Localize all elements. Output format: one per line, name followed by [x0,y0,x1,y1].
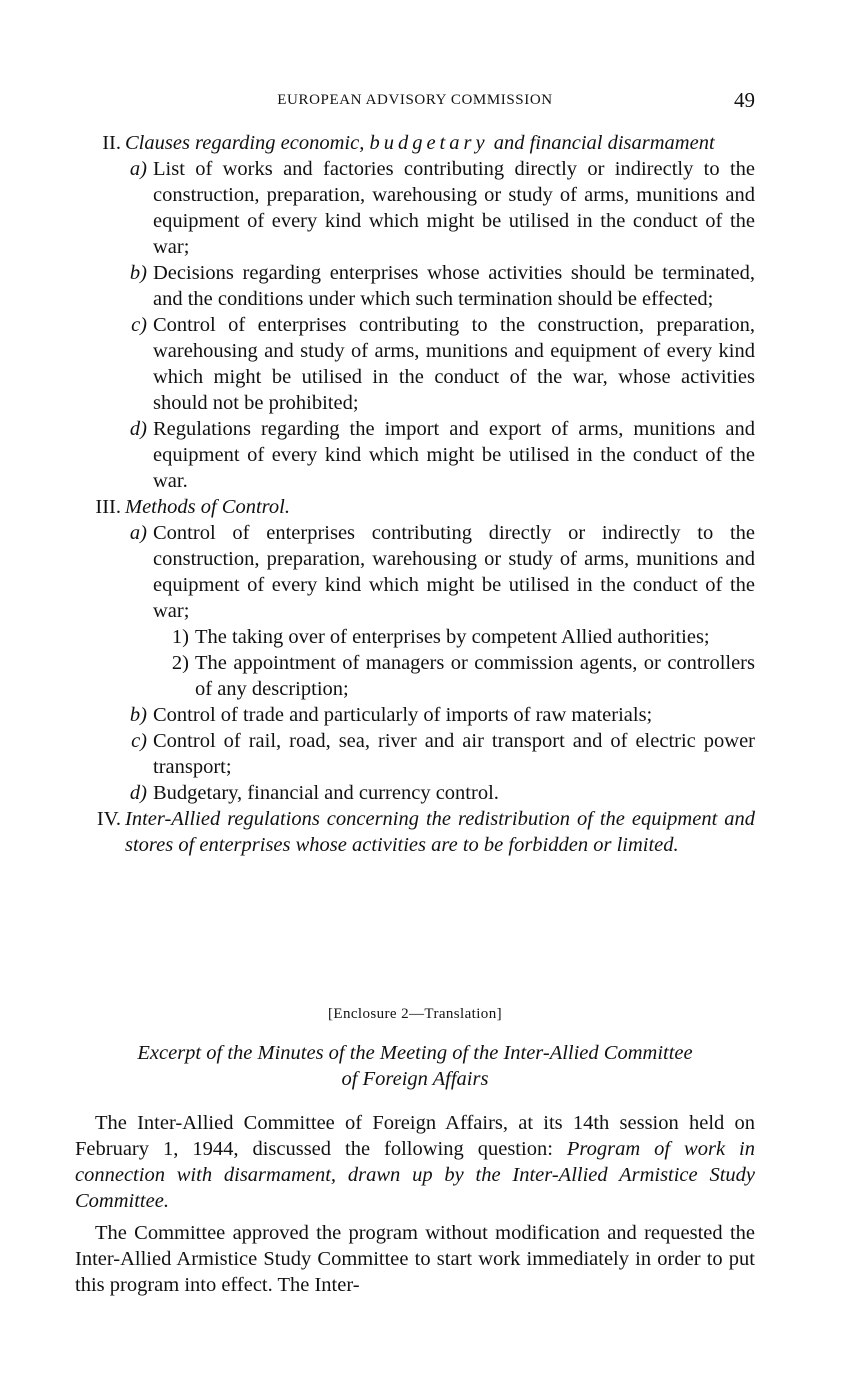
section-ii-item-b [75,260,755,312]
section-iv-title: Inter-Allied regulations concerning the redistribution of the equipment and stores of enterprises whose activities are to be forbidden or limited. [125,808,755,856]
subitem-label: 1) [171,626,189,648]
item-label: b) [129,704,147,726]
subitem-text: The taking over of enterprises by competent Allied authorities; [195,626,710,648]
item-label: a) [129,158,147,180]
section-ii-item-c [75,312,755,416]
item-text: Control of enterprises contributing to the construction, preparation, warehousing and study of arms, munitions and equipment of every kind which might be utilised in the conduct of the war, whose activities should not be prohibited; [153,314,755,414]
running-head: EUROPEAN ADVISORY COMMISSION [277,92,553,108]
item-label: c) [131,730,147,752]
section-iii-item-c [75,728,755,780]
section-iv [75,806,755,858]
section-iii-subitem-1 [75,624,755,650]
section-ii-title: Clauses regarding economic, budgetary and financial disarmament [125,132,715,154]
page-header [75,88,755,116]
section-iv-number: IV. [96,808,121,830]
section-iii-item-b [75,702,755,728]
section-ii-item-a [75,156,755,260]
subitem-text: The appointment of managers or commission agents, or controllers of any description; [195,652,755,700]
item-label: b) [129,262,147,284]
main-outline [75,130,755,858]
section-ii [75,130,755,156]
excerpt-title-line-1: Excerpt of the Minutes of the Meeting of the Inter-Allied Committee [137,1042,693,1064]
paragraph-2: The Committee approved the program without modification and requested the Inter-Allied Armistice Study Committee to start work immediately in order to put this program into effect. The Inter- [75,1222,755,1296]
item-label: c) [131,314,147,336]
section-iii-item-a [75,520,755,624]
page-number: 49 [734,88,755,112]
item-text: Budgetary, financial and currency control. [153,782,499,804]
paragraph-1-italic: Program of work in connection with disarmament, drawn up by the Inter-Allied Armistice Study Committee. [75,1138,755,1212]
item-text: Control of rail, road, sea, river and air transport and of electric power transport; [153,730,755,778]
item-label: d) [129,418,147,440]
item-text: Regulations regarding the import and export of arms, munitions and equipment of every kind which might be utilised in the conduct of the war. [153,418,755,492]
item-label: a) [129,522,147,544]
paragraph-1-text: The Inter-Allied Committee of Foreign Affairs, at its 14th session held on February 1, 1944, discussed the following question: [75,1112,755,1160]
subitem-label: 2) [171,652,189,674]
section-ii-item-d [75,416,755,494]
section-iii [75,494,755,520]
item-text: Control of trade and particularly of imports of raw materials; [153,704,653,726]
section-iii-number: III. [95,496,121,518]
item-text: List of works and factories contributing directly or indirectly to the construction, preparation, warehousing or study of arms, munitions and equipment of every kind which might be utilised in the conduct of the war; [153,158,755,258]
section-iii-subitem-2 [75,650,755,702]
section-iii-item-d [75,780,755,806]
paragraph-1 [75,1110,755,1214]
item-label: d) [129,782,147,804]
excerpt-title-line-2: of Foreign Affairs [341,1068,489,1090]
item-text: Decisions regarding enterprises whose activities should be terminated, and the conditions under which such termination should be effected; [153,262,755,310]
item-text: Control of enterprises contributing directly or indirectly to the construction, preparation, warehousing or study of arms, munitions and equipment of every kind which might be utilised in the conduct of the war; [153,522,755,622]
section-iii-title: Methods of Control. [125,496,290,518]
section-ii-number: II. [102,132,121,154]
enclosure-label: [Enclosure 2—Translation] [327,1006,502,1022]
excerpt-title [75,1040,755,1092]
body-text [75,1110,755,1304]
